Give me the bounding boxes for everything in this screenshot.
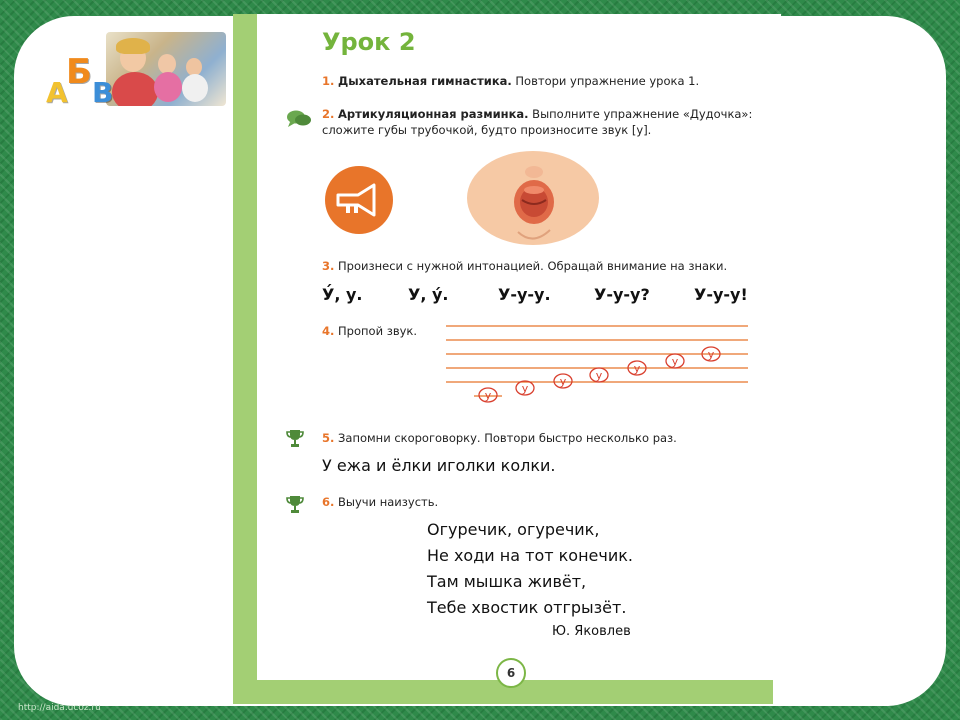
task-3: 3. Произнеси с нужной интонацией. Обращай внимание на знаки. bbox=[322, 259, 728, 273]
note-1: у bbox=[484, 389, 492, 402]
task-4: 4. Пропой звук. bbox=[322, 324, 417, 338]
intonation-2: У, у́. bbox=[408, 285, 449, 304]
letter-v: В bbox=[92, 76, 114, 109]
music-staff bbox=[440, 320, 752, 408]
children-photo bbox=[106, 32, 226, 106]
trumpet-icon bbox=[324, 165, 394, 235]
note-2: у bbox=[521, 382, 529, 395]
note-3: у bbox=[559, 375, 567, 388]
task-5: 5. Запомни скороговорку. Повтори быстро несколько раз. bbox=[322, 431, 677, 445]
abc-header-image bbox=[40, 32, 226, 110]
note-7: у bbox=[707, 348, 715, 361]
note-4: у bbox=[595, 369, 603, 382]
intonation-4: У-у-у? bbox=[594, 285, 650, 304]
note-5: у bbox=[633, 362, 641, 375]
intonation-5: У-у-у! bbox=[694, 285, 748, 304]
letter-b: Б bbox=[66, 52, 92, 92]
task-1: 1. Дыхательная гимнастика. Повтори упражнение урока 1. bbox=[322, 74, 700, 88]
letter-a: А bbox=[46, 76, 68, 109]
lesson-title: Урок 2 bbox=[322, 28, 416, 56]
trophy-icon bbox=[285, 494, 305, 514]
poem-line: Не ходи на тот конечик. bbox=[427, 546, 633, 565]
task-2: 2. Артикуляционная разминка. Выполните упражнение «Дудочка»: сложите губы трубочкой, будто произносите звук [у]. bbox=[322, 107, 753, 137]
intonation-3: У-у-у. bbox=[498, 285, 551, 304]
note-6: у bbox=[671, 355, 679, 368]
trophy-icon bbox=[285, 428, 305, 448]
poem-author: Ю. Яковлев bbox=[552, 624, 631, 639]
poem bbox=[427, 517, 633, 621]
poem-line: Там мышка живёт, bbox=[427, 572, 587, 591]
page-number: 6 bbox=[496, 658, 526, 688]
intonation-1: У́, у. bbox=[322, 285, 363, 304]
watermark: http://aida.ucoz.ru bbox=[18, 703, 101, 713]
lips-illustration bbox=[466, 150, 600, 246]
tongue-twister: У ежа и ёлки иголки колки. bbox=[322, 456, 556, 475]
poem-line: Огуречик, огуречик, bbox=[427, 520, 600, 539]
speech-bubbles-icon bbox=[286, 109, 312, 127]
task-6: 6. Выучи наизусть. bbox=[322, 495, 439, 509]
poem-line: Тебе хвостик отгрызёт. bbox=[427, 598, 627, 617]
